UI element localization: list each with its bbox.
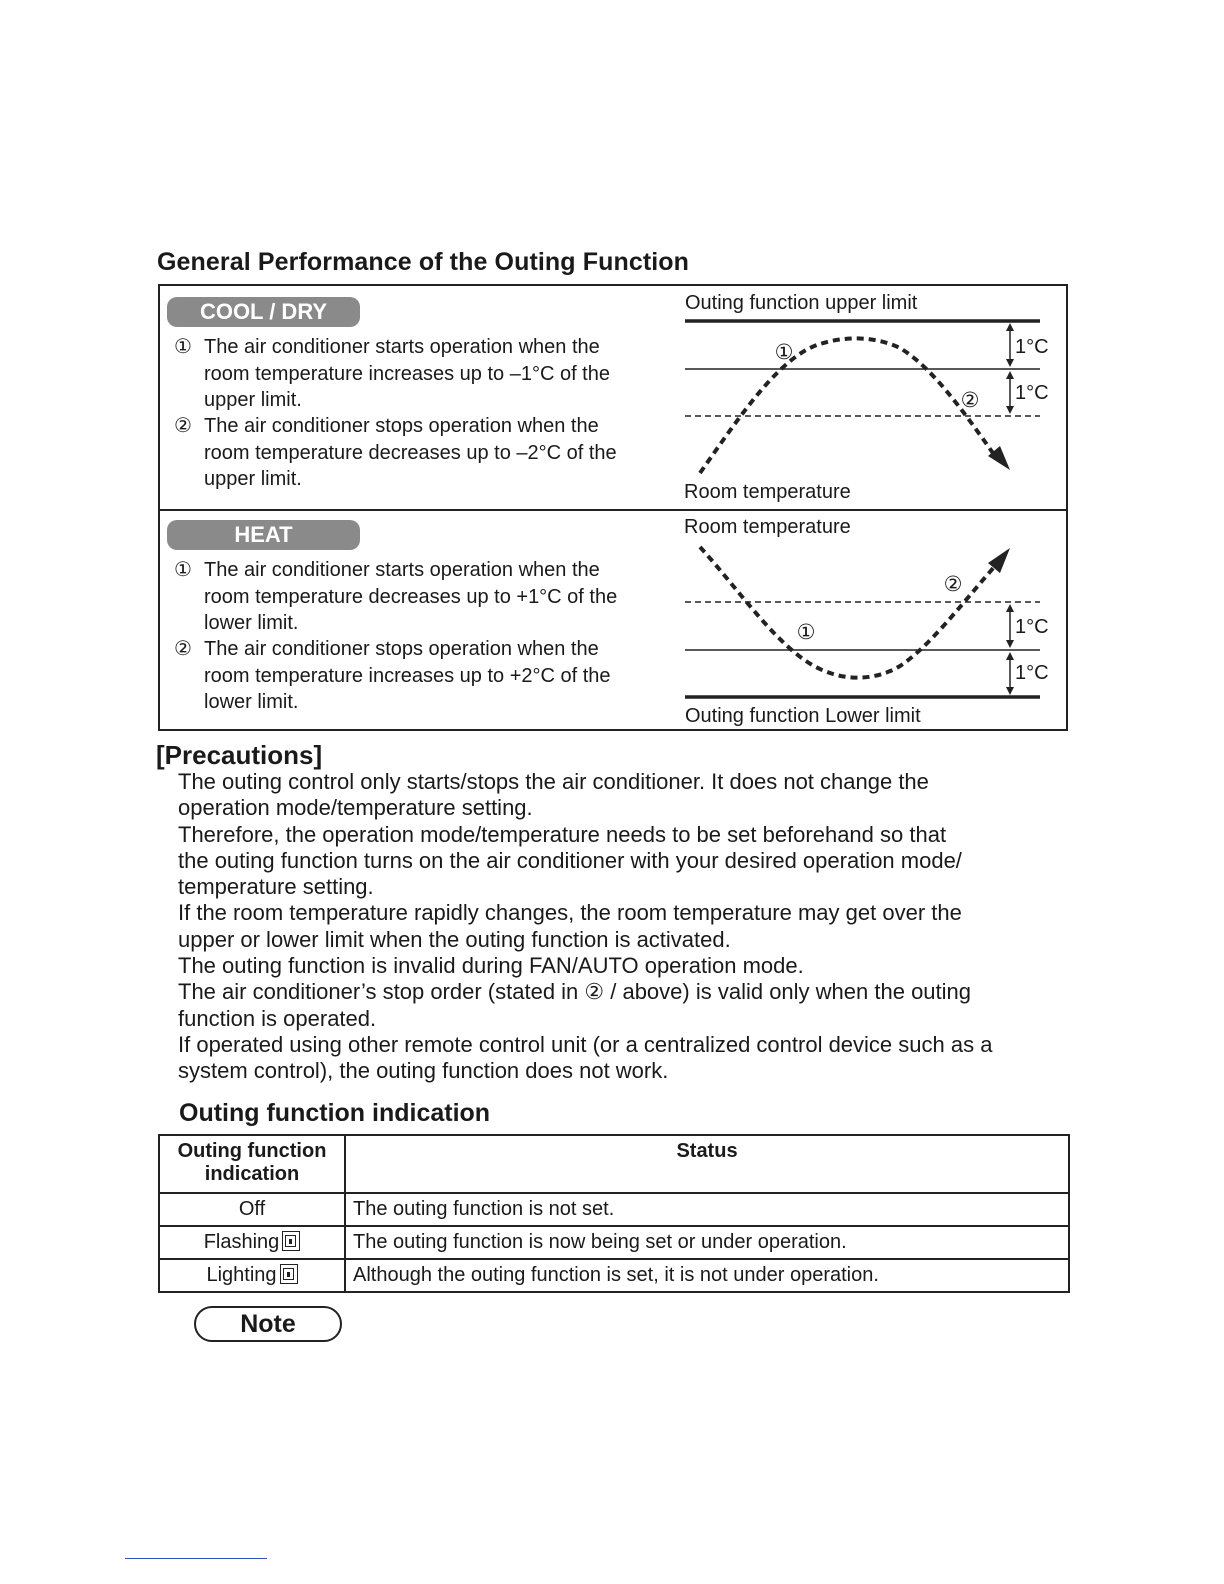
heat-marker-2: ②	[943, 572, 963, 596]
table-row	[159, 1193, 1069, 1226]
header-indication-line2: indication	[204, 1163, 300, 1185]
status-cell: The outing function is not set.	[345, 1193, 1069, 1226]
cool-delta-1: 1°C	[1015, 336, 1049, 358]
heat-delta-2: 1°C	[1015, 662, 1049, 684]
precaution-line: temperature setting.	[178, 874, 374, 900]
heat-lower-limit-label: Outing function Lower limit	[685, 705, 921, 727]
indication-cell	[159, 1193, 345, 1226]
precaution-line: function is operated.	[178, 1005, 377, 1031]
cool-diagram	[670, 286, 1066, 508]
precaution-line: operation mode/temperature setting.	[178, 795, 533, 821]
footer-link-line	[125, 1558, 267, 1559]
table-header-row	[159, 1135, 1069, 1193]
heat-room-temperature-label: Room temperature	[684, 516, 851, 538]
section-title: General Performance of the Outing Function	[157, 248, 690, 276]
status-cell: The outing function is now being set or under operation.	[345, 1226, 1069, 1259]
precaution-line: If operated using other remote control unit (or a centralized control device such as a	[178, 1031, 993, 1057]
indication-cell	[159, 1259, 345, 1292]
heat-item-2-number: ②	[174, 638, 192, 660]
precaution-line: system control), the outing function does not work.	[178, 1058, 669, 1084]
cool-item-2-text: The air conditioner stops operation when the room temperature decreases up to –2°C of the upper limit.	[204, 415, 617, 490]
precautions-title: [Precautions]	[156, 740, 323, 770]
cool-marker-2: ②	[960, 388, 980, 412]
precaution-line: If the room temperature rapidly changes, the room temperature may get over the	[178, 900, 962, 926]
precaution-line: Therefore, the operation mode/temperature needs to be set beforehand so that	[178, 821, 947, 847]
header-indication-line1: Outing function	[177, 1140, 327, 1162]
cool-marker-1: ①	[774, 340, 794, 364]
heat-badge: HEAT	[167, 520, 360, 550]
heat-delta-1: 1°C	[1015, 616, 1049, 638]
heat-item-2-text: The air conditioner stops operation when the room temperature increases up to +2°C of the lower limit.	[204, 638, 611, 713]
indication-value: Lighting	[206, 1264, 277, 1286]
header-indication	[159, 1135, 345, 1193]
indication-cell	[159, 1226, 345, 1259]
cool-upper-limit-label: Outing function upper limit	[685, 292, 918, 314]
note-label: Note	[194, 1306, 342, 1342]
cool-delta-2: 1°C	[1015, 382, 1049, 404]
indication-table	[158, 1134, 1070, 1293]
performance-box	[158, 284, 1068, 731]
cool-temperature-curve	[700, 338, 995, 473]
indication-title: Outing function indication	[179, 1099, 491, 1127]
cool-item-2-number: ②	[174, 415, 192, 437]
heat-diagram	[670, 511, 1066, 729]
outing-icon	[280, 1264, 298, 1284]
heat-marker-1: ①	[796, 620, 816, 644]
header-status: Status	[345, 1135, 1069, 1193]
table-row	[159, 1226, 1069, 1259]
cool-item-1-number: ①	[174, 336, 192, 358]
outing-icon	[282, 1231, 300, 1251]
cool-room-temperature-label: Room temperature	[684, 481, 851, 503]
heat-item-1-text: The air conditioner starts operation when the room temperature decreases up to +1°C of the lower limit.	[204, 559, 618, 634]
precaution-line: The outing function is invalid during FAN/AUTO operation mode.	[178, 953, 804, 979]
cool-dry-badge: COOL / DRY	[167, 297, 360, 327]
heat-item-1-number: ①	[174, 559, 192, 581]
precaution-line: The air conditioner’s stop order (stated in ② / above) is valid only when the outing	[178, 979, 972, 1005]
precaution-line: The outing control only starts/stops the air conditioner. It does not change the	[178, 769, 929, 794]
precaution-line: upper or lower limit when the outing function is activated.	[178, 926, 731, 952]
cool-item-1-text: The air conditioner starts operation when the room temperature increases up to –1°C of the upper limit.	[204, 336, 610, 411]
precaution-line: the outing function turns on the air conditioner with your desired operation mode/	[178, 847, 962, 873]
indication-value: Flashing	[203, 1231, 280, 1253]
precautions-text	[178, 769, 1078, 1085]
indication-value: Off	[238, 1198, 266, 1220]
heat-temperature-curve	[700, 547, 995, 678]
table-row	[159, 1259, 1069, 1292]
status-cell: Although the outing function is set, it is not under operation.	[345, 1259, 1069, 1292]
